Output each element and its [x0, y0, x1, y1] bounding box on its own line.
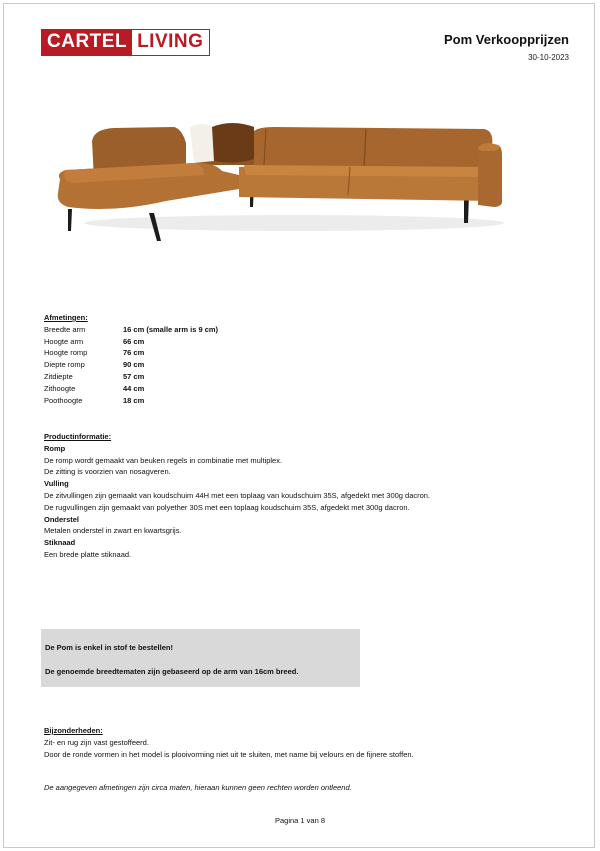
dimension-label: Zitdiepte: [44, 371, 73, 381]
details-heading: Bijzonderheden:: [44, 726, 103, 735]
stiknaad-title: Stiknaad: [44, 538, 76, 548]
logo-cartel-text: CARTEL: [42, 30, 132, 55]
dimension-value: 76 cm: [123, 348, 145, 358]
dimension-label: Diepte romp: [44, 360, 85, 370]
details-text-1: Zit- en rug zijn vast gestoffeerd.: [44, 737, 149, 747]
vulling-text-1: De zitvullingen zijn gemaakt van koudschuim 44H met een toplaag van koudschuim 35S, afgedekt met 300g dacron.: [44, 490, 431, 500]
notice-text-1: De Pom is enkel in stof te bestellen!: [45, 643, 173, 652]
details-section: [44, 725, 414, 760]
dimension-label: Hoogte arm: [44, 336, 84, 346]
dimension-value: 66 cm: [123, 336, 145, 346]
dimension-row: [44, 359, 218, 371]
details-text-2: Door de ronde vormen in het model is plooivorming niet uit te sluiten, met name bij velours en de fijnere stoffen.: [44, 749, 414, 759]
romp-text-1: De romp wordt gemaakt van beuken regels in combinatie met multiplex.: [44, 455, 283, 465]
dimension-value: 44 cm: [123, 383, 145, 393]
dimension-row: [44, 336, 218, 348]
dimension-row: [44, 371, 218, 383]
product-info-heading: Productinformatie:: [44, 432, 112, 441]
dimension-label: Poothoogte: [44, 395, 83, 405]
dimensions-heading: Afmetingen:: [44, 313, 88, 322]
document-date: 30-10-2023: [528, 53, 569, 62]
vulling-title: Vulling: [44, 479, 69, 489]
vulling-text-2: De rugvullingen zijn gemaakt van polyether 30S met een toplaag koudschuim 35S, afgedekt met 300g dacron.: [44, 502, 410, 512]
dimension-row: [44, 347, 218, 359]
document-title: Pom Verkoopprijzen: [444, 32, 569, 47]
notice-text-2: De genoemde breedtematen zijn gebaseerd op de arm van 16cm breed.: [45, 667, 299, 676]
dimension-row: [44, 383, 218, 395]
romp-title: Romp: [44, 443, 66, 453]
romp-text-2: De zitting is voorzien van nosagveren.: [44, 467, 171, 477]
dimension-value: 16 cm (smalle arm is 9 cm): [123, 324, 219, 334]
dimension-row: [44, 324, 218, 336]
dimension-value: 90 cm: [123, 360, 145, 370]
dimension-row: [44, 395, 218, 407]
sofa-floor-shadow: [84, 215, 504, 231]
page-number: Pagina 1 van 8: [274, 816, 326, 825]
stiknaad-text: Een brede platte stiknaad.: [44, 549, 132, 559]
product-info-section: [44, 431, 430, 561]
cartel-living-logo: [41, 29, 210, 56]
onderstel-text: Metalen onderstel in zwart en kwartsgrijs.: [44, 526, 182, 536]
dimension-label: Zithoogte: [44, 383, 76, 393]
disclaimer-text: De aangegeven afmetingen zijn circa maten, hieraan kunnen geen rechten worden ontleend.: [44, 783, 352, 792]
dimension-value: 57 cm: [123, 371, 145, 381]
onderstel-title: Onderstel: [44, 514, 80, 524]
notice-box: [41, 629, 360, 687]
dimension-label: Breedte arm: [44, 324, 86, 334]
sofa-product-image: [54, 115, 504, 245]
logo-living-text: LIVING: [132, 30, 209, 55]
dimension-value: 18 cm: [123, 395, 145, 405]
dimension-label: Hoogte romp: [44, 348, 88, 358]
dimensions-section: [44, 312, 218, 406]
